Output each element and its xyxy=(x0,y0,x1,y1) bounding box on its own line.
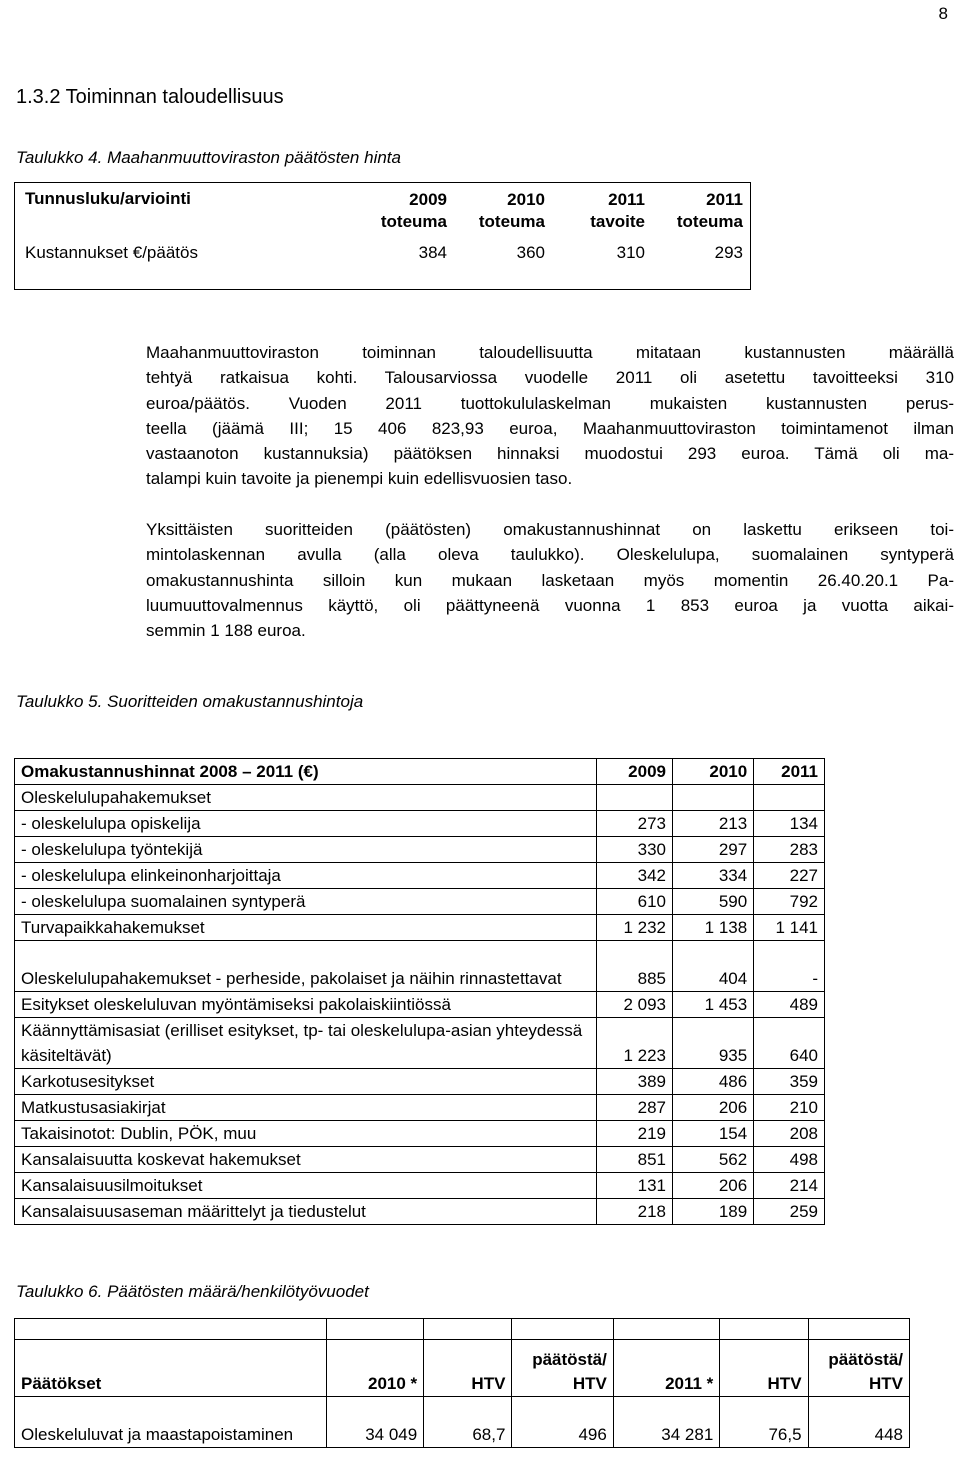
table5-row-label: Esitykset oleskeluluvan myöntämiseksi pakolaiskiintiössä xyxy=(15,992,597,1018)
table4-caption-label: Taulukko 4. xyxy=(16,148,103,167)
table6-cell: 76,5 xyxy=(720,1397,808,1448)
col-year: 2009 xyxy=(409,190,447,209)
table5-row-label: Oleskelulupahakemukset xyxy=(15,785,597,811)
table5-cell: 486 xyxy=(672,1069,753,1095)
paragraph-line: luumuuttovalmennus käyttö, oli päättyneenä vuonna 1 853 euroa ja vuotta aikai- xyxy=(146,595,954,615)
table5-cell: 189 xyxy=(672,1199,753,1225)
table5-header-cell: 2011 xyxy=(754,759,825,785)
table5-cell: 562 xyxy=(672,1147,753,1173)
table6-cell: 448 xyxy=(808,1397,909,1448)
col-type: toteuma xyxy=(676,212,743,231)
table5-cell: - xyxy=(754,941,825,992)
table5-cell: 214 xyxy=(754,1173,825,1199)
table5-cell: 208 xyxy=(754,1121,825,1147)
table5-row-label: Kansalaisuutta koskevat hakemukset xyxy=(15,1147,597,1173)
table6 xyxy=(14,1318,910,1448)
table5-row-label: Karkotusesitykset xyxy=(15,1069,597,1095)
table5-cell: 489 xyxy=(754,992,825,1018)
table6-header-cell: Päätökset xyxy=(15,1340,327,1397)
table4-col-2 xyxy=(470,189,545,233)
paragraph-line: omakustannushinta silloin kun mukaan lasketaan myös momentin 26.40.20.1 Pa- xyxy=(146,570,954,590)
table6-header-cell: HTV xyxy=(720,1340,808,1397)
table5-row-label: Matkustusasiakirjat xyxy=(15,1095,597,1121)
table5-row-label: Kansalaisuusaseman määrittelyt ja tiedustelut xyxy=(15,1199,597,1225)
table5-row xyxy=(15,1095,825,1121)
table5-row-label: Käännyttämisasiat (erilliset esitykset, tp- tai oleskelulupa-asian yhteydessä käsiteltävät) xyxy=(15,1018,597,1069)
table5-cell: 219 xyxy=(596,1121,672,1147)
table5-header-cell: 2010 xyxy=(672,759,753,785)
table5-cell: 1 223 xyxy=(596,1018,672,1069)
col-type: toteuma xyxy=(478,212,545,231)
table6-row-label: Oleskeluluvat ja maastapoistaminen xyxy=(15,1397,327,1448)
table5-cell: 1 138 xyxy=(672,915,753,941)
paragraph-line: euroa/päätös. Vuoden 2011 tuottokululaskelman mukaisten kustannusten perus- xyxy=(146,393,954,413)
section-heading: 1.3.2 Toiminnan taloudellisuus xyxy=(16,86,284,108)
table4-col-4 xyxy=(665,189,743,233)
table5-row-label: - oleskelulupa opiskelija xyxy=(15,811,597,837)
table5-row-label: - oleskelulupa elinkeinonharjoittaja xyxy=(15,863,597,889)
table5-cell: 640 xyxy=(754,1018,825,1069)
table6-header-cell: 2011 * xyxy=(613,1340,719,1397)
table-spacer-row xyxy=(15,1319,910,1340)
table6-header-cell: päätöstä/ HTV xyxy=(512,1340,613,1397)
table5-cell: 792 xyxy=(754,889,825,915)
table5-cell: 218 xyxy=(596,1199,672,1225)
table4-col-3 xyxy=(573,189,645,233)
table5-cell: 213 xyxy=(672,811,753,837)
table5-cell: 131 xyxy=(596,1173,672,1199)
table6-cell: 34 281 xyxy=(613,1397,719,1448)
table6-header-cell: päätöstä/ HTV xyxy=(808,1340,909,1397)
table5-row-label: - oleskelulupa työntekijä xyxy=(15,837,597,863)
table4-row-label: Kustannukset €/päätös xyxy=(25,243,198,262)
table5-row xyxy=(15,1173,825,1199)
table5-row xyxy=(15,863,825,889)
paragraph-line: Yksittäisten suoritteiden (päätösten) omakustannushinnat on laskettu erikseen toi- xyxy=(146,520,954,539)
paragraph-line: semmin 1 188 euroa. xyxy=(146,621,306,641)
paragraph-line: teella (jäämä III; 15 406 823,93 euroa, Maahanmuuttoviraston toimintamenot ilman xyxy=(146,418,954,438)
table5-row xyxy=(15,811,825,837)
table4-value: 293 xyxy=(714,243,743,262)
table4-caption-title: Maahanmuuttoviraston päätösten hinta xyxy=(107,148,401,167)
table5-cell: 851 xyxy=(596,1147,672,1173)
table6-header-cell: 2010 * xyxy=(326,1340,424,1397)
table5-row xyxy=(15,785,825,811)
table5-caption xyxy=(16,692,363,712)
table4-value: 310 xyxy=(616,243,645,262)
table5-cell: 1 453 xyxy=(672,992,753,1018)
paragraph-2 xyxy=(146,517,954,643)
table4-caption xyxy=(16,148,401,168)
table5-row xyxy=(15,1199,825,1225)
table5-row-label: Oleskelulupahakemukset - perheside, pakolaiset ja näihin rinnastettavat xyxy=(15,941,597,992)
table6-header-row xyxy=(15,1340,910,1397)
paragraph-line: Maahanmuuttoviraston toiminnan taloudellisuutta mitataan kustannusten määrällä xyxy=(146,343,954,362)
table4-col-1 xyxy=(375,189,447,233)
table5-cell: 297 xyxy=(672,837,753,863)
table5-cell: 590 xyxy=(672,889,753,915)
table5-header-cell: 2009 xyxy=(596,759,672,785)
table6-cell: 496 xyxy=(512,1397,613,1448)
table5-cell: 287 xyxy=(596,1095,672,1121)
table5-cell: 342 xyxy=(596,863,672,889)
table4-value: 384 xyxy=(418,243,447,262)
table6-cell: 68,7 xyxy=(424,1397,512,1448)
table5-row-label: Turvapaikkahakemukset xyxy=(15,915,597,941)
table4-header-label: Tunnusluku/arviointi xyxy=(25,189,191,208)
table6-caption xyxy=(16,1282,369,1302)
table5-header-cell: Omakustannushinnat 2008 – 2011 (€) xyxy=(15,759,597,785)
table5-row-label: - oleskelulupa suomalainen syntyperä xyxy=(15,889,597,915)
table5-row xyxy=(15,915,825,941)
table5-row xyxy=(15,1147,825,1173)
col-year: 2011 xyxy=(608,190,645,209)
table6-row xyxy=(15,1397,910,1448)
table5-row xyxy=(15,889,825,915)
table5-caption-label: Taulukko 5. xyxy=(16,692,103,711)
table6-caption-label: Taulukko 6. xyxy=(16,1282,103,1301)
page-number: 8 xyxy=(938,4,948,23)
table-spacer-row xyxy=(15,728,825,759)
table4-value: 360 xyxy=(516,243,545,262)
table5-row xyxy=(15,1069,825,1095)
col-type: toteuma xyxy=(380,212,447,231)
table5-cell: 610 xyxy=(596,889,672,915)
table5-row-label: Takaisinotot: Dublin, PÖK, muu xyxy=(15,1121,597,1147)
table5-cell: 283 xyxy=(754,837,825,863)
table5-cell: 1 141 xyxy=(754,915,825,941)
table5-row xyxy=(15,1018,825,1069)
table5-row xyxy=(15,837,825,863)
table6-cell: 34 049 xyxy=(326,1397,424,1448)
table5-cell: 1 232 xyxy=(596,915,672,941)
table5-cell: 227 xyxy=(754,863,825,889)
table5-cell: 498 xyxy=(754,1147,825,1173)
table5-cell: 330 xyxy=(596,837,672,863)
col-year: 2011 xyxy=(706,190,743,209)
table5-cell: 273 xyxy=(596,811,672,837)
table5-header-row xyxy=(15,759,825,785)
table6-header-cell: HTV xyxy=(424,1340,512,1397)
col-year: 2010 xyxy=(507,190,545,209)
table5-cell xyxy=(754,785,825,811)
table5-cell: 2 093 xyxy=(596,992,672,1018)
table5-row xyxy=(15,1121,825,1147)
paragraph-line: talampi kuin tavoite ja pienempi kuin edellisvuosien taso. xyxy=(146,469,573,489)
table5-cell: 334 xyxy=(672,863,753,889)
table5-cell: 154 xyxy=(672,1121,753,1147)
table5-cell: 404 xyxy=(672,941,753,992)
table5 xyxy=(14,728,825,1225)
table4 xyxy=(14,182,751,290)
paragraph-1 xyxy=(146,340,954,492)
table5-cell: 134 xyxy=(754,811,825,837)
paragraph-line: tehtyä ratkaisua kohti. Talousarviossa vuodelle 2011 oli asetettu tavoitteeksi 310 xyxy=(146,368,954,388)
table5-cell: 935 xyxy=(672,1018,753,1069)
table5-cell: 389 xyxy=(596,1069,672,1095)
table5-cell: 206 xyxy=(672,1173,753,1199)
table6-caption-title: Päätösten määrä/henkilötyövuodet xyxy=(107,1282,369,1301)
table5-cell xyxy=(672,785,753,811)
table5-row xyxy=(15,992,825,1018)
table5-cell: 259 xyxy=(754,1199,825,1225)
table5-cell: 359 xyxy=(754,1069,825,1095)
col-type: tavoite xyxy=(590,212,645,231)
table5-row-label: Kansalaisuusilmoitukset xyxy=(15,1173,597,1199)
table5-cell: 206 xyxy=(672,1095,753,1121)
paragraph-line: mintolaskennan avulla (alla oleva taulukko). Oleskelulupa, suomalainen syntyperä xyxy=(146,545,954,565)
table5-caption-title: Suoritteiden omakustannushintoja xyxy=(107,692,364,711)
table5-cell xyxy=(596,785,672,811)
paragraph-line: vastaanoton kustannuksia) päätöksen hinnaksi muodostui 293 euroa. Tämä oli ma- xyxy=(146,444,954,464)
table5-cell: 885 xyxy=(596,941,672,992)
table5-cell: 210 xyxy=(754,1095,825,1121)
table5-row xyxy=(15,941,825,992)
